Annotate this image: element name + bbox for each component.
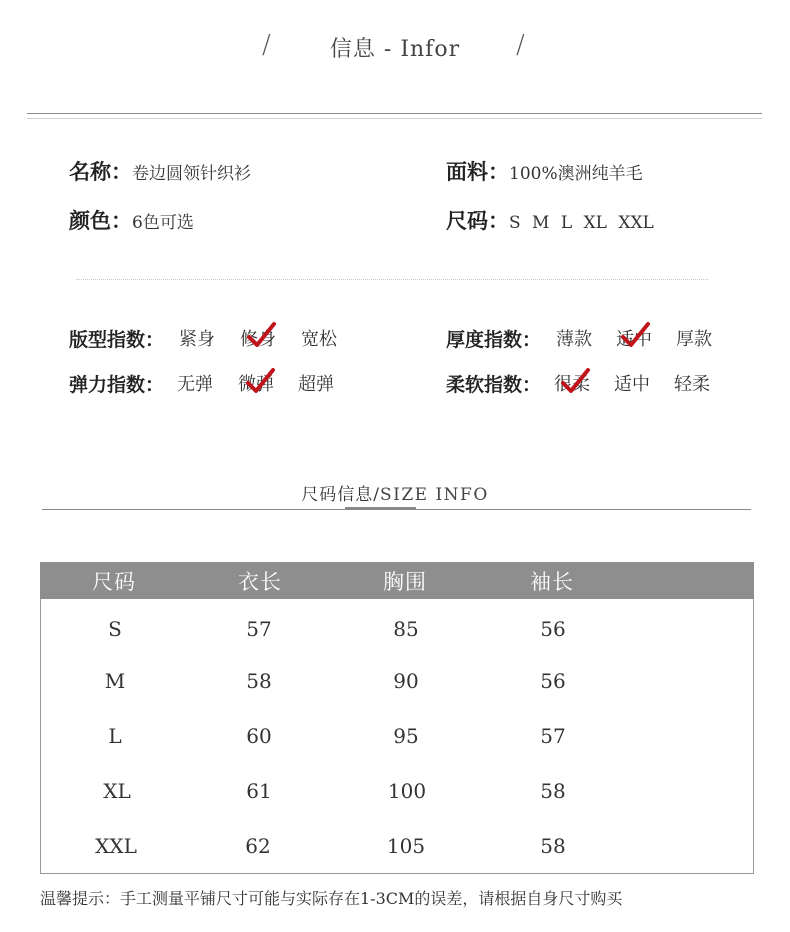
elasticity-index-label: 弹力指数： — [69, 374, 165, 396]
thickness-option-thin: 薄款 — [556, 329, 592, 350]
elasticity-option-super: 超弹 — [298, 374, 334, 395]
info-material-label: 面料： — [446, 159, 509, 184]
fit-option-slim: 修身 — [240, 329, 276, 350]
info-name-value: 卷边圆领针织衫 — [132, 164, 251, 184]
table-header-sleeve: 袖长 — [530, 570, 574, 594]
header-divider — [27, 113, 762, 114]
section-title-infor: 信息 - Infor — [329, 37, 461, 62]
thickness-option-thick: 厚款 — [676, 329, 712, 350]
table-cell-sleeve: 56 — [540, 617, 566, 641]
info-size — [446, 205, 654, 235]
table-header-length: 衣长 — [238, 570, 282, 594]
table-cell-chest: 105 — [386, 834, 426, 858]
info-name — [69, 156, 251, 186]
table-cell-length: 60 — [246, 724, 272, 748]
table-cell-chest: 100 — [387, 779, 427, 803]
fit-option-tight: 紧身 — [179, 329, 215, 350]
info-color-label: 颜色： — [69, 208, 132, 233]
info-material-value: 100%澳洲纯羊毛 — [509, 164, 643, 184]
table-cell-size: S — [108, 617, 122, 641]
elasticity-option-slight: 微弹 — [238, 374, 274, 395]
table-cell-size: L — [108, 724, 122, 748]
size-table — [40, 562, 754, 874]
dotted-divider — [76, 279, 708, 280]
elasticity-option-none: 无弹 — [177, 374, 213, 395]
fit-selected-check-icon — [246, 320, 276, 350]
table-cell-sleeve: 58 — [540, 779, 566, 803]
table-cell-length: 57 — [246, 617, 272, 641]
softness-option-very-soft: 很柔 — [554, 374, 590, 395]
table-cell-length: 58 — [246, 669, 272, 693]
softness-option-gentle: 轻柔 — [674, 374, 710, 395]
table-cell-size: M — [104, 669, 126, 693]
info-material — [446, 156, 643, 186]
table-cell-length: 62 — [245, 834, 271, 858]
measurement-footnote: 温馨提示：手工测量平铺尺寸可能与实际存在1-3CM的误差，请根据自身尺寸购买 — [40, 889, 623, 908]
thickness-option-medium: 适中 — [616, 329, 652, 350]
thickness-index-label: 厚度指数： — [446, 329, 542, 351]
table-cell-sleeve: 56 — [540, 669, 566, 693]
fit-option-loose: 宽松 — [301, 329, 337, 350]
softness-selected-check-icon — [560, 366, 590, 396]
info-size-label: 尺码： — [446, 208, 509, 233]
header-slash-right: / — [516, 30, 525, 60]
table-header-size: 尺码 — [92, 570, 136, 594]
table-cell-chest: 90 — [393, 669, 419, 693]
info-name-label: 名称： — [69, 159, 132, 184]
table-header-chest: 胸围 — [383, 570, 427, 594]
size-info-title-en: SIZE INFO — [379, 485, 489, 505]
size-info-title — [0, 480, 790, 505]
table-cell-length: 61 — [246, 779, 272, 803]
size-info-divider-accent — [345, 507, 416, 510]
table-cell-size: XXL — [95, 834, 137, 858]
table-cell-size: XL — [103, 779, 131, 803]
header-slash-left: / — [262, 30, 271, 60]
info-color-value: 6色可选 — [132, 213, 194, 233]
size-info-title-cn: 尺码信息/ — [301, 485, 380, 505]
softness-option-medium: 适中 — [614, 374, 650, 395]
info-color — [69, 205, 194, 235]
table-cell-sleeve: 57 — [540, 724, 566, 748]
fit-index-label: 版型指数： — [69, 329, 165, 351]
thickness-selected-check-icon — [620, 320, 650, 350]
info-size-value: S M L XL XXL — [509, 213, 654, 233]
table-cell-chest: 85 — [393, 617, 419, 641]
table-cell-sleeve: 58 — [540, 834, 566, 858]
elasticity-selected-check-icon — [245, 366, 275, 396]
table-cell-chest: 95 — [393, 724, 419, 748]
header-divider-thin — [27, 118, 762, 119]
softness-index-label: 柔软指数： — [446, 374, 542, 396]
